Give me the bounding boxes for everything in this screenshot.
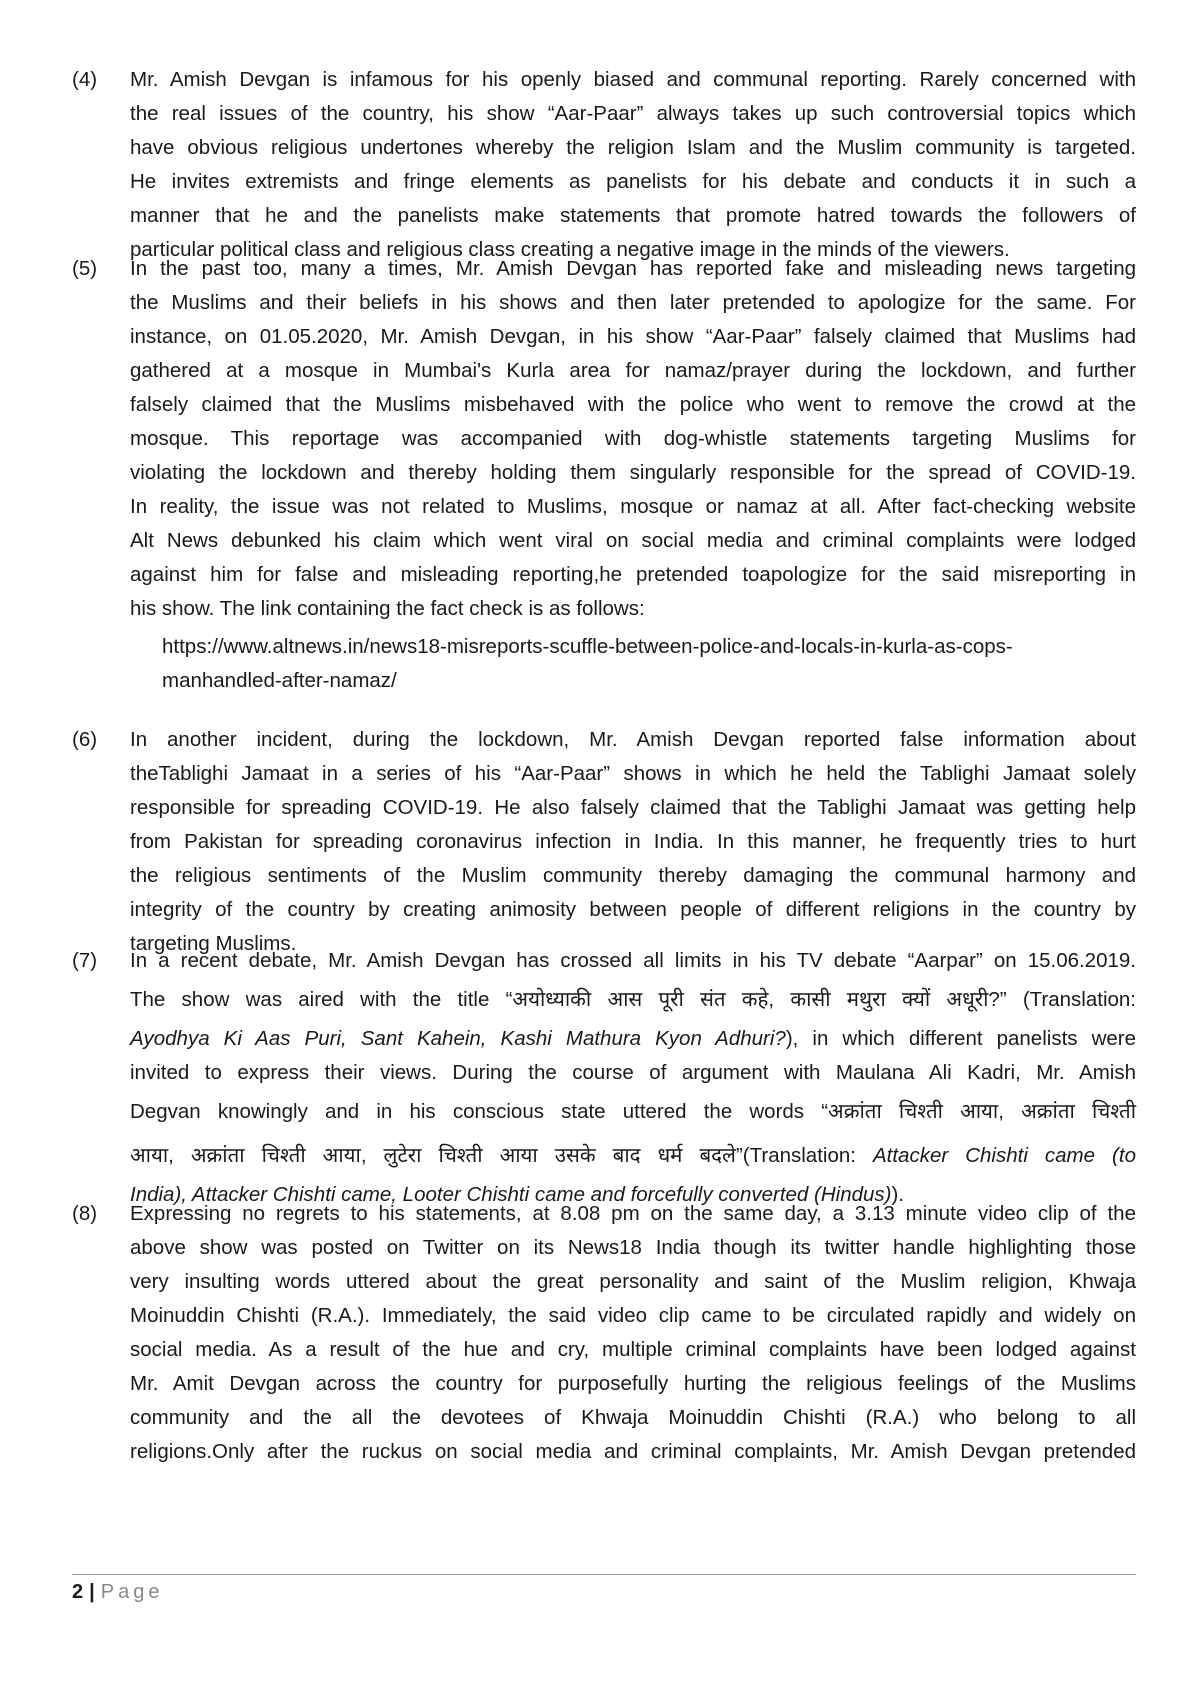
text-line: In the past too, many a times, Mr. Amish Devgan has reported fake and misleading news targeting (130, 257, 1136, 280)
text-line: the religious sentiments of the Muslim community thereby damaging the communal harmony and (130, 864, 1136, 887)
text-line: have obvious religious undertones whereby the religion Islam and the Muslim community is targeted. (130, 136, 1136, 159)
paragraph-5 (72, 252, 1136, 626)
fact-check-link[interactable] (162, 630, 1122, 698)
text-line: Mr. Amit Devgan across the country for purposefully hurting the religious feelings of the Muslims (130, 1372, 1136, 1395)
paragraph-body (130, 944, 1136, 1212)
text-line: Expressing no regrets to his statements, at 8.08 pm on the same day, a 3.13 minute video clip of the (130, 1202, 1136, 1225)
text-line: manner that he and the panelists make statements that promote hatred towards the followers of (130, 204, 1136, 227)
footer-separator: | (89, 1581, 95, 1603)
quote-translation: Attacker Chishti came (to (872, 1144, 1136, 1167)
text-line: responsible for spreading COVID-19. He also falsely claimed that the Tablighi Jamaat was getting help (130, 796, 1136, 819)
paragraph-number: (8) (72, 1202, 98, 1225)
text-line: In another incident, during the lockdown, Mr. Amish Devgan reported false information about (130, 728, 1136, 751)
text-line: invited to express their views. During the course of argument with Maulana Ali Kadri, Mr. Amish (130, 1061, 1136, 1084)
text-fragment: ). (891, 1183, 905, 1206)
page-number: 2 (72, 1581, 84, 1603)
text-line (130, 1022, 1136, 1056)
text-line: above show was posted on Twitter on its News18 India though its twitter handle highlighting those (130, 1236, 1136, 1259)
paragraph-8 (72, 1197, 1136, 1469)
footer-divider (72, 1574, 1136, 1575)
paragraph-body (130, 63, 1136, 267)
paragraph-7 (72, 944, 1136, 1212)
paragraph-4 (72, 63, 1136, 267)
text-line: religions.Only after the ruckus on social media and criminal complaints, Mr. Amish Devgan pretended (130, 1440, 1136, 1463)
text-line: gathered at a mosque in Mumbai's Kurla area for namaz/prayer during the lockdown, and further (130, 359, 1136, 382)
text-fragment: ), in which different panelists were (785, 1027, 1136, 1050)
text-line: against him for false and misleading reporting,he pretended toapologize for the said misreporting in (130, 563, 1136, 586)
paragraph-number: (7) (72, 949, 98, 972)
text-line: He invites extremists and fringe elements as panelists for his debate and conducts it in such a (130, 170, 1136, 193)
paragraph-number: (5) (72, 257, 98, 280)
paragraph-body (130, 1197, 1136, 1469)
text-line: In reality, the issue was not related to Muslims, mosque or namaz at all. After fact-checking website (130, 495, 1136, 518)
text-fragment: आया, अक्रांता चिश्ती आया, लुटेरा चिश्ती आया उसके बाद धर्म बदले”(Translation: (130, 1144, 873, 1167)
text-line: falsely claimed that the Muslims misbehaved with the police who went to remove the crowd at the (130, 393, 1136, 416)
text-line: Mr. Amish Devgan is infamous for his openly biased and communal reporting. Rarely concerned with (130, 68, 1136, 91)
page-footer (72, 1578, 163, 1606)
paragraph-number: (6) (72, 728, 98, 751)
text-line: Alt News debunked his claim which went viral on social media and criminal complaints were lodged (130, 529, 1136, 552)
text-line (130, 1134, 1136, 1178)
text-line: his show. The link containing the fact check is as follows: (130, 597, 645, 620)
text-line: community and the all the devotees of Khwaja Moinuddin Chishti (R.A.) who belong to all (130, 1406, 1136, 1429)
text-line: integrity of the country by creating animosity between people of different religions in the country by (130, 898, 1136, 921)
title-translation: Ayodhya Ki Aas Puri, Sant Kahein, Kashi Mathura Kyon Adhuri? (130, 1027, 786, 1050)
text-line: theTablighi Jamaat in a series of his “Aar-Paar” shows in which he held the Tablighi Jamaat solely (130, 762, 1136, 785)
text-line: from Pakistan for spreading coronavirus infection in India. In this manner, he frequently tries to hurt (130, 830, 1136, 853)
page-label: Page (100, 1581, 164, 1603)
text-line: mosque. This reportage was accompanied with dog-whistle statements targeting Muslims for (130, 427, 1136, 450)
text-line: the real issues of the country, his show “Aar-Paar” always takes up such controversial topics which (130, 102, 1136, 125)
link-line[interactable]: https://www.altnews.in/news18-misreports-scuffle-between-police-and-locals-in-kurla-as-cops- (162, 635, 1013, 658)
text-line: In a recent debate, Mr. Amish Devgan has crossed all limits in his TV debate “Aarpar” on 15.06.2019. (130, 949, 1136, 972)
quote-translation: India), Attacker Chishti came, Looter Chishti came and forcefully converted (Hindus) (130, 1183, 892, 1206)
text-line: very insulting words uttered about the great personality and saint of the Muslim religion, Khwaja (130, 1270, 1136, 1293)
text-line: The show was aired with the title “अयोध्याकी आस पूरी संत कहे, कासी मथुरा क्यों अधूरी?” (Translation: (130, 988, 1136, 1011)
text-line: the Muslims and their beliefs in his shows and then later pretended to apologize for the same. For (130, 291, 1136, 314)
paragraph-number: (4) (72, 68, 98, 91)
paragraph-6 (72, 723, 1136, 961)
paragraph-body (130, 252, 1136, 626)
link-line[interactable]: manhandled-after-namaz/ (162, 669, 397, 692)
text-line: targeting Muslims. (130, 932, 297, 955)
text-line: instance, on 01.05.2020, Mr. Amish Devgan, in his show “Aar-Paar” falsely claimed that Muslims had (130, 325, 1136, 348)
text-line: violating the lockdown and thereby holding them singularly responsible for the spread of COVID-19. (130, 461, 1136, 484)
paragraph-body (130, 723, 1136, 961)
text-line: Degvan knowingly and in his conscious state uttered the words “अक्रांता चिश्ती आया, अक्रांता चिश्ती (130, 1100, 1136, 1123)
text-line: particular political class and religious class creating a negative image in the minds of the viewers. (130, 238, 1010, 261)
text-line: social media. As a result of the hue and cry, multiple criminal complaints have been lodged against (130, 1338, 1136, 1361)
text-line: Moinuddin Chishti (R.A.). Immediately, the said video clip came to be circulated rapidly and widely on (130, 1304, 1136, 1327)
